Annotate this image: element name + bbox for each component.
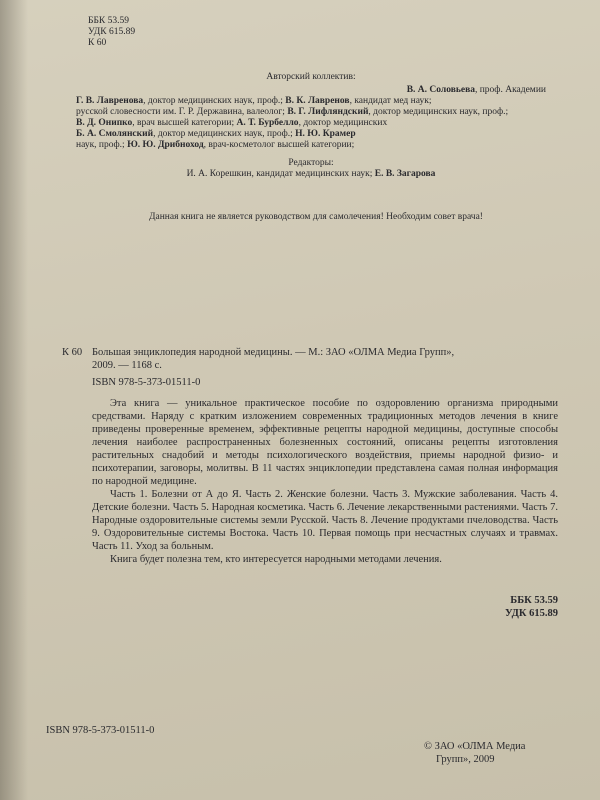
bottom-udk: УДК 615.89 [505,608,558,619]
editors-line: И. А. Корешкин, кандидат медицинских наук; Е. В. Загарова [186,169,436,179]
udk-code: УДК 615.89 [88,27,136,37]
copyright [424,740,584,766]
catalog-code: К 60 [62,347,83,358]
bbk-code: ББК 53.59 [88,16,129,26]
top-codes [88,16,135,49]
editors-heading: Редакторы: [288,158,334,168]
authors-line-5: Б. А. Смолянский, доктор медицинских наук, проф.; Н. Ю. Крамер [76,129,356,139]
editors-block [76,158,546,180]
author-mark: К 60 [88,38,107,48]
bottom-codes [440,594,558,620]
disclaimer: Данная книга не является руководством для самолечения! Необходим совет врача! [149,212,483,222]
footer-isbn: ISBN 978-5-373-01511-0 [46,725,155,736]
page-shadow [0,0,28,800]
copyright-line-1: © ЗАО «ОЛМА Медиа [424,741,526,752]
authors-line-3: русской словесности им. Г. Р. Державина, валеолог; В. Г. Лифляндский, доктор медицинских наук, проф.; [76,107,509,117]
catalog-isbn: ISBN 978-5-373-01511-0 [92,377,201,388]
authors-line-4: В. Д. Онипко, врач высшей категории; А. Т. Бурбелло, доктор медицинских [76,118,388,128]
authors-line-6: наук, проф.; Ю. Ю. Дрибноход, врач-косметолог высшей категории; [76,140,355,150]
catalog-para-2: Часть 1. Болезни от А до Я. Часть 2. Женские болезни. Часть 3. Мужские заболевания. Часть 4. Детские болезни. Часть 5. Народная косметика. Часть 6. Лечение лекарственными растениями. Часть 7. Народные оздоровительные системы земли Русской. Часть 8. Лечение продуктами пчеловодства. Часть 9. Оздоровительные системы Востока. Часть 10. Первая помощь при несчастных случаях и травмах. Часть 11. Уход за больным. [92,489,558,552]
authors-heading: Авторский коллектив: [266,72,356,82]
catalog-title-2: 2009. — 1168 с. [92,360,162,371]
authors-line-2: Г. В. Лавренова, доктор медицинских наук, проф.; В. К. Лавренов, кандидат мед наук; [76,96,432,106]
catalog-title-1: Большая энциклопедия народной медицины. — М.: ЗАО «ОЛМА Медиа Групп», [92,347,455,358]
catalog-para-3: Книга будет полезна тем, кто интересуется народными методами лечения. [110,554,442,565]
catalog-para-1: Эта книга — уникальное практическое пособие по оздоровлению организма природными средствами. Наряду с кратким изложением современных традиционных методов лечения в книге приведены проверенные временем, эффективные рецепты народной медицины, доступные способы лечения наиболее распространенных болезненных состояний, описаны рецепты изготовления растительных снадобий и методы психологического воздействия, приемы народной физио- и психотерапии, заговоры, молитвы. В 11 частях энциклопедии представлена самая полная информация по народной медицине. [92,398,558,487]
authors-line-1: В. А. Соловьева, проф. Академии [406,85,546,95]
bottom-bbk: ББК 53.59 [510,595,558,606]
copyright-line-2: Групп», 2009 [436,754,495,765]
catalog-block [92,346,558,566]
authors-block [76,72,546,151]
